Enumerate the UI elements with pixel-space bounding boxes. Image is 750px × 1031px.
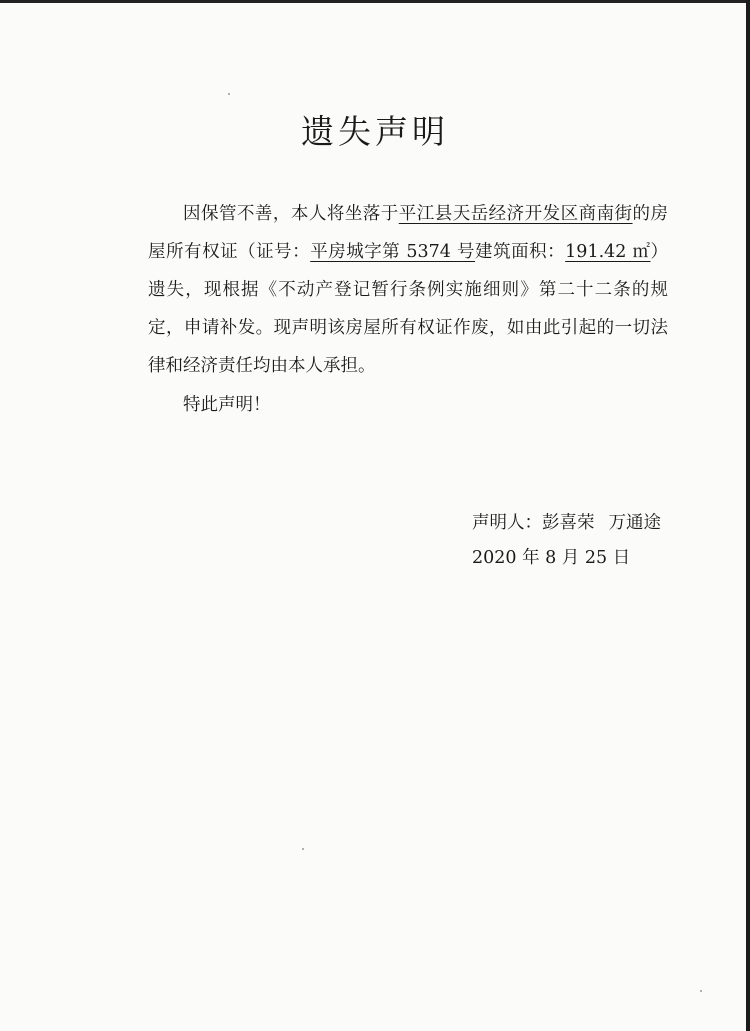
body-text-3: 建筑面积： — [475, 242, 566, 262]
property-location: 平江县天岳经济开发区商南街 — [398, 204, 633, 224]
body-text-1: 因保管不善，本人将坐落于 — [183, 204, 399, 224]
document-date: 2020 年 8 月 25 日 — [472, 548, 631, 568]
signer-line — [472, 504, 661, 542]
signer-name-2: 万通途 — [608, 513, 661, 533]
building-area: 191.42 ㎡ — [565, 242, 651, 262]
scan-speck — [228, 93, 230, 95]
body-text-4: ）遗失，现根据《不动产登记暂行条例实施细则》第二十二条的规定，申请补发。现声明该房屋所有权证作废，如由此引起的一切法律和经济责任均由本人承担。 — [148, 242, 669, 376]
certificate-number: 平房城字第 5374 号 — [310, 242, 476, 262]
statement-body — [148, 195, 668, 385]
body-text-2: 的房屋所有权证（证号： — [148, 204, 669, 262]
scan-speck — [302, 848, 304, 850]
scan-top-edge — [0, 0, 750, 3]
document-title: 遗失声明 — [301, 112, 449, 151]
scan-speck — [700, 990, 702, 992]
closing-statement: 特此声明！ — [183, 395, 271, 415]
scan-right-edge — [746, 0, 750, 1031]
signer-label: 声明人： — [472, 513, 542, 533]
signer-name-1: 彭喜荣 — [542, 513, 595, 533]
